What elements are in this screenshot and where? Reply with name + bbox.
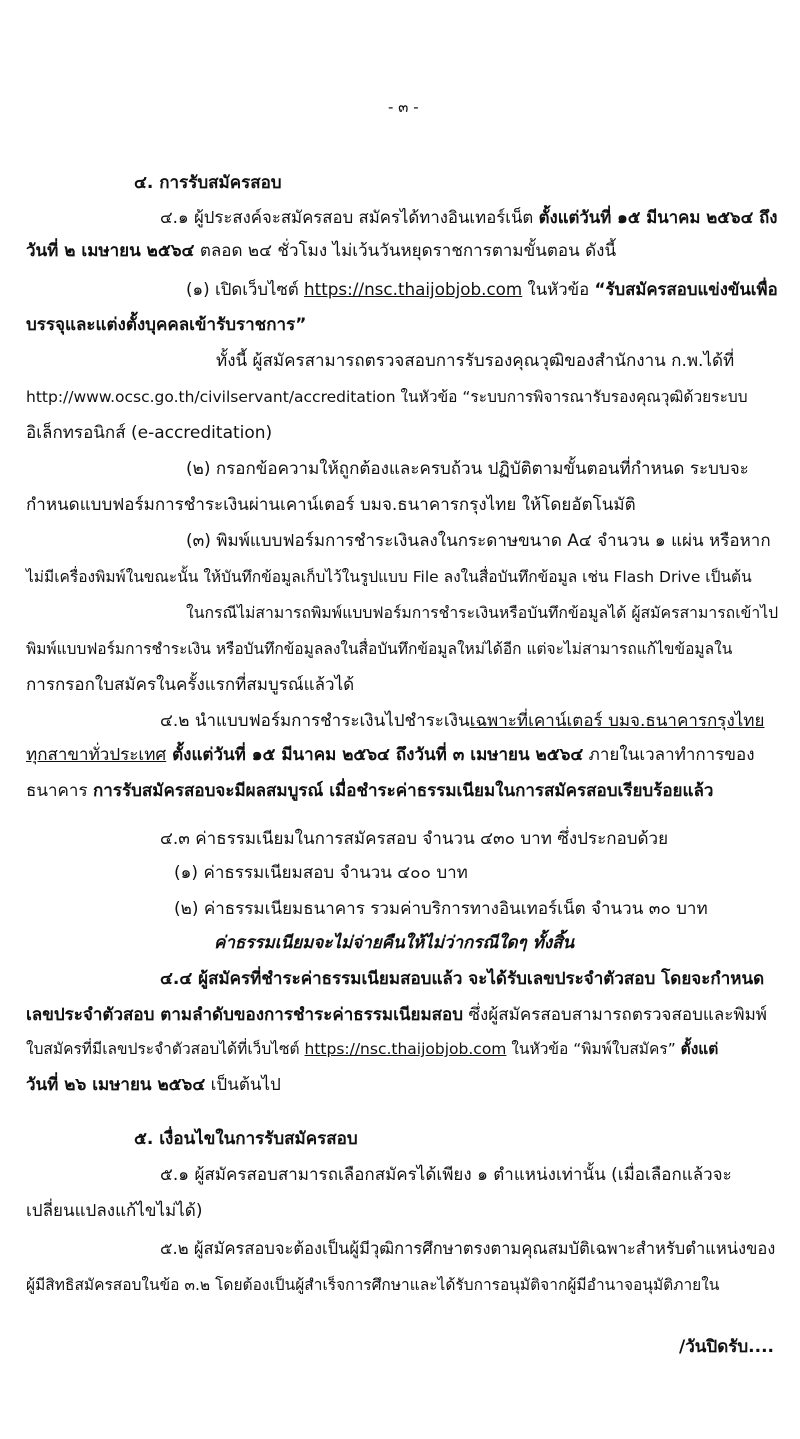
para-4-4-line-4	[26, 1072, 281, 1098]
step-3-line-2: ไม่มีเครื่องพิมพ์ในขณะนั้น ให้บันทึกข้อมูลเก็บไว้ในรูปแบบ File ลงในสื่อบันทึกข้อมูล เช่น Flash Drive เป็นต้น	[26, 568, 752, 586]
step-2-line-2: กำหนดแบบฟอร์มการชำระเงินผ่านเคาน์เตอร์ บมจ.ธนาคารกรุงไทย ให้โดยอัตโนมัติ	[26, 495, 636, 515]
para-4-2-dates: ตั้งแต่วันที่ ๑๕ มีนาคม ๒๕๖๔ ถึงวันที่ ๓ เมษายน ๒๕๖๔	[166, 745, 584, 765]
para-4-3-line-1: ๔.๓ ค่าธรรมเนียมในการสมัครสอบ จำนวน ๔๓๐ บาท ซึ่งประกอบด้วย	[160, 829, 669, 849]
para-4-4-order: เลขประจำตัวสอบ ตามลำดับของการชำระค่าธรรมเนียมสอบ	[26, 1005, 464, 1025]
para-4-4-url-link[interactable]: https://nsc.thaijobjob.com	[304, 1040, 507, 1058]
para-4-4-site: ใบสมัครที่มีเลขประจำตัวสอบได้ที่เว็บไซต์	[26, 1040, 305, 1058]
accreditation-line-2: http://www.ocsc.go.th/civilservant/accreditation ในหัวข้อ “ระบบการพิจารณารับรองคุณวุฒิด้วยระบบ	[26, 388, 748, 406]
para-4-1-line-1	[160, 204, 777, 230]
para-4-2-hours: ภายในเวลาทำการของ	[583, 745, 755, 765]
para-4-4-topic: ในหัวข้อ “พิมพ์ใบสมัคร”	[506, 1040, 681, 1058]
para-4-2-line-2	[26, 742, 755, 768]
no-refund-notice: ค่าธรรมเนียมจะไม่จ่ายคืนให้ไม่ว่ากรณีใดๆ ทั้งสิ้น	[214, 933, 575, 953]
step-2-line-1: (๒) กรอกข้อความให้ถูกต้องและครบถ้วน ปฏิบัติตามขั้นตอนที่กำหนด ระบบจะ	[186, 459, 749, 479]
para-4-2-bank: ธนาคาร	[26, 781, 93, 801]
step-1-topic: “รับสมัครสอบแข่งขันเพื่อ	[594, 279, 778, 299]
para-4-1-date-end: วันที่ ๒ เมษายน ๒๕๖๔	[26, 241, 195, 261]
para-4-1-text: ๔.๑ ผู้ประสงค์จะสมัครสอบ สมัครได้ทางอินเทอร์เน็ต	[160, 207, 539, 227]
accreditation-line-3: อิเล็กทรอนิกส์ (e-accreditation)	[26, 423, 273, 443]
continuation-footer: /วันปิดรับ....	[679, 1337, 774, 1357]
step-3-line-5: การกรอกใบสมัครในครั้งแรกที่สมบูรณ์แล้วได้	[26, 675, 355, 695]
para-5-1-line-2: เปลี่ยนแปลงแก้ไขไม่ได้)	[26, 1201, 203, 1221]
para-4-4-check: ซึ่งผู้สมัครสอบสามารถตรวจสอบและพิมพ์	[463, 1005, 768, 1025]
para-5-2-line-1: ๕.๒ ผู้สมัครสอบจะต้องเป็นผู้มีวุฒิการศึกษาตรงตามคุณสมบัติเฉพาะสำหรับตำแหน่งของ	[160, 1239, 776, 1258]
step-3-line-4: พิมพ์แบบฟอร์มการชำระเงิน หรือบันทึกข้อมูลลงในสื่อบันทึกข้อมูลใหม่ได้อีก แต่จะไม่สามารถแก้ไขข้อมูลใน	[26, 640, 733, 658]
para-4-4-onwards: เป็นต้นไป	[205, 1075, 281, 1095]
fee-item-1: (๑) ค่าธรรมเนียมสอบ จำนวน ๔๐๐ บาท	[174, 863, 468, 883]
page-number: - ๓ -	[388, 98, 419, 116]
para-4-4-line-1: ๔.๔ ผู้สมัครที่ชำระค่าธรรมเนียมสอบแล้ว จะได้รับเลขประจำตัวสอบ โดยจะกำหนด	[160, 969, 765, 989]
para-4-2-line-1	[160, 708, 764, 734]
step-1-line-1	[186, 276, 778, 302]
step-3-line-1: (๓) พิมพ์แบบฟอร์มการชำระเงินลงในกระดาษขนาด A๔ จำนวน ๑ แผ่น หรือหาก	[186, 531, 771, 551]
step-1-mid: ในหัวข้อ	[522, 279, 595, 299]
para-4-4-line-3	[26, 1036, 718, 1062]
para-4-2-text: ๔.๒ นำแบบฟอร์มการชำระเงินไปชำระเงิน	[160, 711, 470, 731]
para-4-1-text-2: ตลอด ๒๔ ชั่วโมง ไม่เว้นวันหยุดราชการตามขั้นตอน ดังนี้	[194, 241, 617, 261]
para-4-4-date: วันที่ ๒๖ เมษายน ๒๕๖๔	[26, 1075, 206, 1095]
para-5-2-line-2: ผู้มีสิทธิสมัครสอบในข้อ ๓.๒ โดยต้องเป็นผู้สำเร็จการศึกษาและได้รับการอนุมัติจากผู้มีอำนาจอนุมัติภายใน	[26, 1276, 720, 1294]
step-1-line-2: บรรจุและแต่งตั้งบุคคลเข้ารับราชการ”	[26, 315, 307, 335]
para-4-1-line-2	[26, 238, 616, 264]
para-4-1-date-start: ตั้งแต่วันที่ ๑๕ มีนาคม ๒๕๖๔ ถึง	[538, 207, 778, 227]
para-4-2-branches: ทุกสาขาทั่วประเทศ	[26, 745, 167, 765]
para-4-2-completion: การรับสมัครสอบจะมีผลสมบูรณ์ เมื่อชำระค่าธรรมเนียมในการสมัครสอบเรียบร้อยแล้ว	[93, 781, 714, 801]
step-3-line-3: ในกรณีไม่สามารถพิมพ์แบบฟอร์มการชำระเงินหรือบันทึกข้อมูลได้ ผู้สมัครสามารถเข้าไป	[186, 603, 779, 622]
para-4-2-counter: เฉพาะที่เคาน์เตอร์ บมจ.ธนาคารกรุงไทย	[469, 711, 765, 731]
para-4-4-line-2	[26, 1002, 767, 1028]
para-5-1-line-1: ๕.๑ ผู้สมัครสอบสามารถเลือกสมัครได้เพียง ๑ ตำแหน่งเท่านั้น (เมื่อเลือกแล้วจะ	[160, 1165, 732, 1185]
section-4-heading: ๔. การรับสมัครสอบ	[134, 173, 282, 193]
step-1-url-link[interactable]: https://nsc.thaijobjob.com	[304, 279, 523, 299]
section-5-heading: ๕. เงื่อนไขในการรับสมัครสอบ	[134, 1129, 358, 1149]
para-4-4-from: ตั้งแต่	[680, 1040, 719, 1058]
accreditation-line-1: ทั้งนี้ ผู้สมัครสามารถตรวจสอบการรับรองคุณวุฒิของสำนักงาน ก.พ.ได้ที่	[216, 351, 735, 371]
para-4-2-line-3	[26, 778, 713, 804]
step-1-prefix: (๑) เปิดเว็บไซต์	[186, 279, 305, 299]
fee-item-2: (๒) ค่าธรรมเนียมธนาคาร รวมค่าบริการทางอินเทอร์เน็ต จำนวน ๓๐ บาท	[174, 899, 708, 919]
